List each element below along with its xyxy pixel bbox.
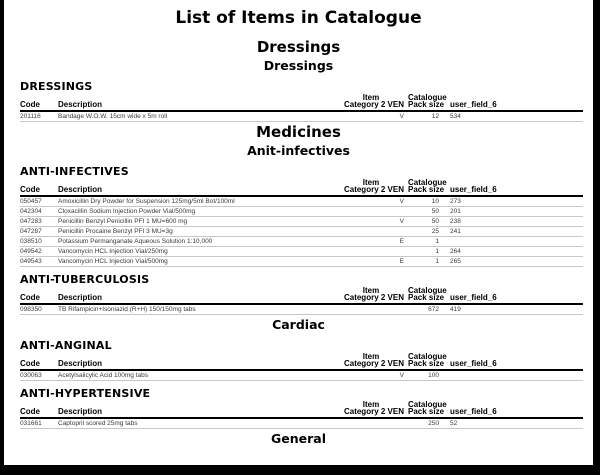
col-header-pack-size: Pack size (408, 407, 445, 416)
cell-code: 030063 (20, 372, 42, 379)
col-header-item: Item (362, 178, 380, 187)
report-page (4, 0, 593, 465)
cell-description: Vancomycin HCL Injection Vial/500mg (58, 258, 168, 265)
col-header-pack-size: Pack size (408, 359, 445, 368)
cell-description: Bandage W.O.W. 15cm wide x 5m roll (58, 113, 168, 120)
col-header-user-field-6: user_field_6 (450, 359, 497, 368)
cell-description: Captopril scored 25mg tabs (58, 420, 138, 427)
cell-code: 038510 (20, 238, 42, 245)
cell-description: Penicillin Benzyl Penicillin PFI 1 MU=600 mg (58, 218, 188, 225)
table-header-row (20, 187, 583, 197)
section-heading: ANTI-ANGINAL (20, 339, 112, 352)
table-rows (20, 112, 583, 122)
col-header-pack-size: Pack size (408, 100, 445, 109)
cell-pack-size: 25 (431, 228, 439, 235)
table-rows (20, 197, 583, 267)
cell-pack-size: 1 (435, 258, 439, 265)
section-heading: DRESSINGS (20, 80, 93, 93)
col-header-user-field-6: user_field_6 (450, 407, 497, 416)
item-table (20, 178, 583, 267)
cell-user-field-6: 238 (450, 218, 461, 225)
table-header-row (20, 295, 583, 305)
item-table (20, 352, 583, 381)
cell-user-field-6: 264 (450, 248, 461, 255)
cell-code: 031661 (20, 420, 42, 427)
cell-pack-size: 100 (428, 372, 439, 379)
col-header-item: Item (362, 286, 380, 295)
col-header-category-2-ven: Category 2 VEN (343, 185, 404, 194)
item-table-section (4, 388, 593, 429)
cell-code: 047287 (20, 228, 42, 235)
category-heading: Dressings (256, 38, 341, 56)
cell-description: Cloxacillin Sodium Injection Powder Vial/500mg (58, 208, 196, 215)
col-header-category-2-ven: Category 2 VEN (343, 293, 404, 302)
table-rows (20, 419, 583, 429)
section-heading: ANTI-HYPERTENSIVE (20, 387, 151, 400)
table-rows (20, 305, 583, 315)
col-header-user-field-6: user_field_6 (450, 293, 497, 302)
cell-code: 050457 (20, 198, 42, 205)
table-row (20, 257, 583, 267)
table-row (20, 197, 583, 207)
cell-pack-size: 50 (431, 208, 439, 215)
table-row (20, 237, 583, 247)
item-table-section (4, 274, 593, 315)
item-table (20, 93, 583, 122)
col-header-category-2-ven: Category 2 VEN (343, 359, 404, 368)
col-header-item: Item (362, 400, 380, 409)
cell-code: 047283 (20, 218, 42, 225)
table-header-row (20, 409, 583, 419)
table-header-row (20, 102, 583, 112)
cell-pack-size: 12 (431, 113, 439, 120)
col-header-item: Item (362, 352, 380, 361)
cell-description: Acetylsalicylic Acid 100mg tabs (58, 372, 148, 379)
table-row (20, 305, 583, 315)
cell-pack-size: 1 (435, 238, 439, 245)
cell-user-field-6: 201 (450, 208, 461, 215)
cell-description: Penicillin Procaine Benzyl PFI 3 MU=3g (58, 228, 173, 235)
col-header-category-2-ven: Category 2 VEN (343, 407, 404, 416)
col-header-category-2-ven: Category 2 VEN (343, 100, 404, 109)
col-header-code: Code (20, 407, 40, 416)
section-heading: ANTI-INFECTIVES (20, 165, 129, 178)
table-rows (20, 371, 583, 381)
item-table-section (4, 340, 593, 381)
subcategory-heading: General (271, 431, 326, 446)
cell-user-field-6: 534 (450, 113, 461, 120)
col-header-code: Code (20, 293, 40, 302)
col-header-catalogue: Catalogue (408, 286, 447, 295)
table-row (20, 207, 583, 217)
cell-code: 042304 (20, 208, 42, 215)
col-header-user-field-6: user_field_6 (450, 185, 497, 194)
cell-code: 098350 (20, 306, 42, 313)
col-header-user-field-6: user_field_6 (450, 100, 497, 109)
subcategory-heading: Dressings (263, 58, 334, 73)
col-header-description: Description (58, 293, 103, 302)
table-row (20, 112, 583, 122)
col-header-item: Item (362, 93, 380, 102)
cell-ven: E (399, 238, 404, 245)
col-header-pack-size: Pack size (408, 185, 445, 194)
subcategory-heading: Cardiac (272, 317, 325, 332)
cell-code: 201116 (20, 113, 41, 120)
section-heading: ANTI-TUBERCULOSIS (20, 273, 150, 286)
cell-ven: V (399, 372, 404, 379)
cell-user-field-6: 52 (450, 420, 458, 427)
report-body (4, 38, 593, 447)
category-heading: Medicines (256, 123, 341, 141)
table-row (20, 217, 583, 227)
cell-code: 049542 (20, 248, 42, 255)
col-header-code: Code (20, 359, 40, 368)
col-header-catalogue: Catalogue (408, 400, 447, 409)
table-row (20, 419, 583, 429)
cell-user-field-6: 241 (450, 228, 461, 235)
cell-user-field-6: 419 (450, 306, 461, 313)
item-table (20, 400, 583, 429)
col-header-description: Description (58, 407, 103, 416)
col-header-description: Description (58, 100, 103, 109)
item-table-section (4, 81, 593, 122)
col-header-description: Description (58, 185, 103, 194)
cell-description: Potassium Permanganate Aqueous Solution 1:10,000 (58, 238, 213, 245)
col-header-description: Description (58, 359, 103, 368)
table-header-row (20, 361, 583, 371)
cell-ven: V (399, 113, 404, 120)
cell-pack-size: 250 (428, 420, 439, 427)
col-header-code: Code (20, 185, 40, 194)
cell-user-field-6: 265 (450, 258, 461, 265)
cell-description: Vancomycin HCL Injection Vial/250mg (58, 248, 168, 255)
table-row (20, 247, 583, 257)
col-header-code: Code (20, 100, 40, 109)
cell-pack-size: 1 (435, 248, 439, 255)
cell-user-field-6: 273 (450, 198, 461, 205)
cell-code: 049543 (20, 258, 42, 265)
cell-pack-size: 50 (431, 218, 439, 225)
table-row (20, 227, 583, 237)
table-row (20, 371, 583, 381)
cell-description: Amoxicillin Dry Powder for Suspension 125mg/5ml Bot/100ml (58, 198, 235, 205)
col-header-catalogue: Catalogue (408, 93, 447, 102)
item-table (20, 286, 583, 315)
cell-ven: E (399, 258, 404, 265)
col-header-pack-size: Pack size (408, 293, 445, 302)
cell-ven: V (399, 198, 404, 205)
report-title: List of Items in Catalogue (175, 8, 422, 28)
cell-description: TB Rifampicin+Isoniazid (R+H) 150/150mg tabs (58, 306, 196, 313)
cell-pack-size: 672 (428, 306, 439, 313)
col-header-catalogue: Catalogue (408, 178, 447, 187)
item-table-section (4, 166, 593, 267)
cell-ven: V (399, 218, 404, 225)
col-header-catalogue: Catalogue (408, 352, 447, 361)
subcategory-heading: Anit-infectives (247, 143, 350, 158)
cell-pack-size: 10 (431, 198, 439, 205)
